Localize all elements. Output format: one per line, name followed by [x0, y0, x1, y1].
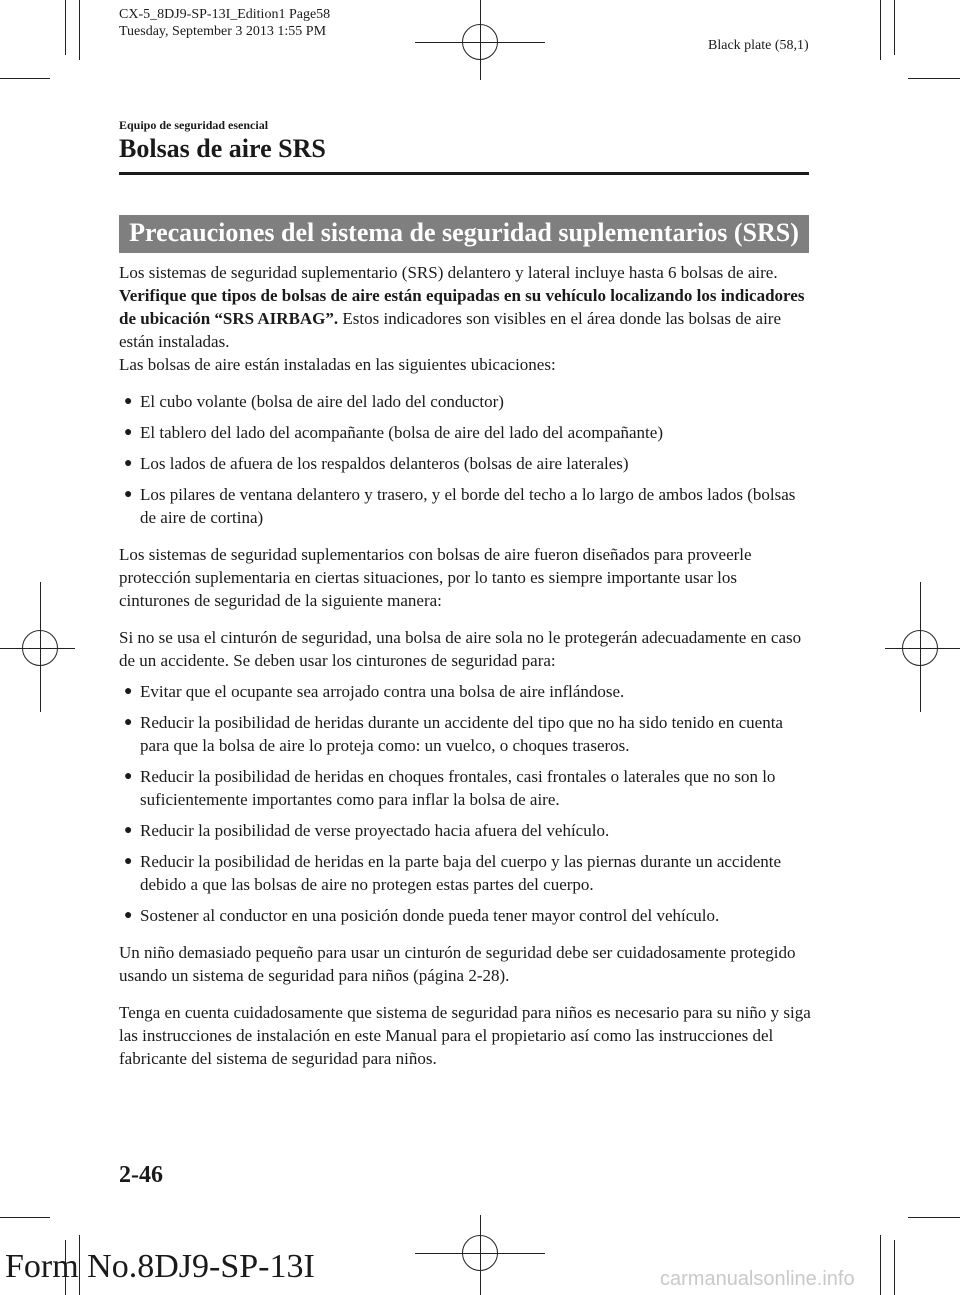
- page-number: 2-46: [119, 1162, 163, 1188]
- bullet-icon: ●: [124, 854, 133, 869]
- bullet-icon: ●: [124, 769, 133, 784]
- list-item-text: Los pilares de ventana delantero y trasero, y el borde del techo a lo largo de ambos lados (bolsas de aire de cortina): [140, 485, 796, 527]
- bullet-icon: ●: [124, 908, 133, 923]
- bullet-icon: ●: [124, 456, 133, 471]
- list-item-text: Reducir la posibilidad de heridas durante un accidente del tipo que no ha sido tenido en cuenta para que la bolsa de aire lo proteja como: un vuelco, o choques traseros.: [140, 713, 783, 755]
- bullet-icon: ●: [124, 715, 133, 730]
- list-item: [119, 819, 811, 842]
- list-item: [119, 765, 811, 811]
- list-item-text: El tablero del lado del acompañante (bolsa de aire del lado del acompañante): [140, 423, 663, 442]
- registration-circle: [462, 1235, 498, 1271]
- title-rule: [119, 172, 809, 175]
- list-item: [119, 390, 811, 413]
- print-header-file: CX-5_8DJ9-SP-13I_Edition1 Page58: [119, 7, 331, 22]
- crop-mark: [0, 78, 50, 79]
- child-paragraph: Un niño demasiado pequeño para usar un cinturón de seguridad debe ser cuidadosamente protegido usando un sistema de seguridad para niños (página 2-28).: [119, 943, 796, 985]
- list-item: [119, 421, 811, 444]
- list-item-text: Los lados de afuera de los respaldos delanteros (bolsas de aire laterales): [140, 454, 629, 473]
- print-header-date: Tuesday, September 3 2013 1:55 PM: [119, 24, 327, 39]
- crop-mark: [79, 0, 80, 60]
- list-item: [119, 452, 811, 475]
- design-paragraph: Los sistemas de seguridad suplementarios con bolsas de aire fueron diseñados para proveerle protección suplementaria en ciertas situaciones, por lo tanto es siempre importante usar los cinturones de seguridad de la siguiente manera:: [119, 545, 752, 610]
- watermark: carmanualsonline.info: [660, 1268, 855, 1290]
- crop-mark: [880, 1235, 881, 1295]
- list-item: [119, 904, 811, 927]
- body-text: [119, 261, 811, 1070]
- list-item-text: Evitar que el ocupante sea arrojado contra una bolsa de aire inflándose.: [140, 682, 625, 701]
- intro-bold-text: Verifique que tipos de bolsas de aire están equipadas en su vehículo localizando los indicadores de ubicación “SRS AIRBAG”.: [119, 286, 805, 328]
- banner-title: Precauciones del sistema de seguridad suplementarios (SRS): [129, 218, 799, 247]
- locations-list: [119, 390, 811, 529]
- list-item: [119, 483, 811, 529]
- list-item: [119, 850, 811, 896]
- list-item-text: Sostener al conductor en una posición donde pueda tener mayor control del vehículo.: [140, 906, 720, 925]
- reasons-list: [119, 680, 811, 927]
- crop-mark: [880, 0, 881, 60]
- bullet-icon: ●: [124, 823, 133, 838]
- bullet-icon: ●: [124, 394, 133, 409]
- child-system-paragraph: Tenga en cuenta cuidadosamente que sistema de seguridad para niños es necesario para su niño y siga las instrucciones de instalación en este Manual para el propietario así como las instrucciones del fabricante del sistema de seguridad para niños.: [119, 1003, 811, 1068]
- intro-locations-line: Las bolsas de aire están instaladas en las siguientes ubicaciones:: [119, 355, 556, 374]
- bullet-icon: ●: [124, 684, 133, 699]
- seatbelt-paragraph: Si no se usa el cinturón de seguridad, una bolsa de aire sola no le protegerán adecuadamente en caso de un accidente. Se deben usar los cinturones de seguridad para:: [119, 628, 802, 670]
- section-label: Equipo de seguridad esencial: [119, 118, 269, 132]
- list-item: [119, 680, 811, 703]
- section-banner: [119, 215, 809, 253]
- crop-mark: [908, 78, 960, 79]
- print-header: [119, 6, 330, 40]
- crop-mark: [894, 0, 895, 55]
- bullet-icon: ●: [124, 487, 133, 502]
- intro-text-end: Estos indicadores son visibles en el área donde las bolsas de aire están instaladas.: [119, 309, 781, 351]
- registration-circle: [462, 24, 498, 60]
- crop-mark: [894, 1240, 895, 1295]
- list-item-text: Reducir la posibilidad de heridas en choques frontales, casi frontales o laterales que no son lo suficientemente importantes como para inflar la bolsa de aire.: [140, 767, 776, 809]
- list-item-text: Reducir la posibilidad de verse proyectado hacia afuera del vehículo.: [140, 821, 610, 840]
- intro-text: Los sistemas de seguridad suplementario (SRS) delantero y lateral incluye hasta 6 bolsas de aire.: [119, 263, 778, 282]
- crop-mark: [908, 1217, 960, 1218]
- registration-circle: [22, 630, 58, 666]
- plate-label: Black plate (58,1): [708, 38, 809, 53]
- form-number: Form No.8DJ9-SP-13I: [5, 1248, 315, 1285]
- crop-mark: [65, 0, 66, 55]
- list-item-text: El cubo volante (bolsa de aire del lado del conductor): [140, 392, 504, 411]
- crop-mark: [0, 1217, 50, 1218]
- list-item-text: Reducir la posibilidad de heridas en la parte baja del cuerpo y las piernas durante un accidente debido a que las bolsas de aire no protegen estas partes del cuerpo.: [140, 852, 782, 894]
- chapter-title: Bolsas de aire SRS: [119, 134, 326, 163]
- registration-circle: [902, 630, 938, 666]
- bullet-icon: ●: [124, 425, 133, 440]
- list-item: [119, 711, 811, 757]
- intro-paragraph: [119, 261, 811, 353]
